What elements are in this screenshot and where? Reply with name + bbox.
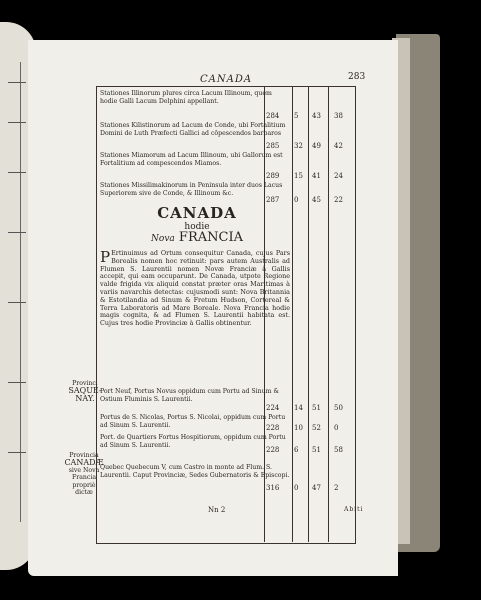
entry-value: 14 bbox=[294, 404, 303, 412]
province-name: CANADÆ bbox=[64, 458, 104, 468]
entry-value: 287 bbox=[266, 196, 280, 204]
page-number: 283 bbox=[348, 72, 366, 82]
heading-italic: Nova bbox=[151, 234, 175, 244]
entry-value: 15 bbox=[294, 172, 303, 180]
facing-page-tick bbox=[8, 172, 26, 173]
entry-text: Stationes Kilistinorum ad Lacum de Conde, ubi Fortalitium Domini de Luth Præfecti Gallici ad cōpescendos barbaros bbox=[100, 122, 286, 137]
section-heading-line3 bbox=[102, 230, 292, 245]
entry-value: 41 bbox=[312, 172, 321, 180]
province-name: SAQUE-NAY. bbox=[68, 386, 102, 403]
entry-text: Quebec Quebecum V, cum Castro in monte ad Flum. S. Laurentii. Caput Provinciæ, Sedes Gubernatoris & Episcopi. bbox=[100, 464, 290, 479]
facing-page-rule bbox=[20, 62, 21, 522]
entry-value: 5 bbox=[294, 112, 299, 120]
book-page bbox=[28, 40, 398, 576]
heading-francia: FRANCIA bbox=[178, 230, 243, 245]
entry-text: Portus de S. Nicolas, Portus S. Nicolai, oppidum cum Portu ad Sinum S. Laurentii. bbox=[100, 414, 286, 429]
entry-value: 10 bbox=[294, 424, 303, 432]
entry-value: 38 bbox=[334, 112, 343, 120]
facing-page-tick bbox=[8, 82, 26, 83]
entry-text: Stationes Miamorum ad Lacum Illinoum, ubi Gallorum est Fortalitium ad compescendos Miamos. bbox=[100, 152, 283, 167]
entry-value: 0 bbox=[334, 424, 339, 432]
entry-value: 316 bbox=[266, 484, 280, 492]
facing-page-tick bbox=[8, 232, 26, 233]
entry-value: 6 bbox=[294, 446, 299, 454]
facing-page-tick bbox=[8, 382, 26, 383]
entry-value: 45 bbox=[312, 196, 321, 204]
entry-value: 42 bbox=[334, 142, 343, 150]
entry-value: 52 bbox=[312, 424, 321, 432]
entry-value: 51 bbox=[312, 446, 321, 454]
entry-value: 285 bbox=[266, 142, 280, 150]
paragraph-text: Ertinuimus ad Ortum consequitur Canada, cujus Pars Borealis nomen hoc retinuit: pars autem Australis ad Flumen S. Laurentii nomen Novæ Franciæ à Gallis accepit, qui eam occuparunt. De Canada, utpote Regione valde frigida vix aliquid constat præter oras Maritimas à variis navarchis detectas: cujusmodi sunt: Nova Britannia & Estotilandia ad Sinum & Fretum Hudson, Cortereal & Terra Laboratoris ad Mare Boreale. Nova Francia hodie magis cognita, & ad Flumen S. Laurentii habitata est. Cujus tres hodie Provinciæ à Gallis obtinentur. bbox=[100, 249, 290, 328]
entry-text: Stationes Missilimakinorum in Peninsula inter duos Lacus Superiorem sive de Conde, & Illinoum &c. bbox=[100, 182, 283, 197]
entry-value: 228 bbox=[266, 424, 280, 432]
entry-text: Stationes Illinorum plures circa Lacum Illinoum, quem hodie Galli Lacum Delphini appellant. bbox=[100, 90, 272, 105]
entry-value: 0 bbox=[294, 484, 299, 492]
entry-text: Port. de Quartiers Fortus Hospitiorum, oppidum cum Portu ad Sinum S. Laurentii. bbox=[100, 434, 286, 449]
province-label bbox=[68, 380, 102, 402]
entry-value: 47 bbox=[312, 484, 321, 492]
entry-value: 49 bbox=[312, 142, 321, 150]
section-subheading: hodie bbox=[184, 222, 210, 232]
province-prefix: Provinc. bbox=[72, 380, 98, 387]
entry-value: 58 bbox=[334, 446, 343, 454]
column-rule bbox=[328, 86, 329, 542]
running-head: CANADA bbox=[200, 74, 253, 85]
province-prefix: Provincia bbox=[69, 452, 99, 459]
drop-cap: P bbox=[100, 248, 111, 266]
entry-value: 22 bbox=[334, 196, 343, 204]
facing-page-tick bbox=[8, 302, 26, 303]
province-label bbox=[64, 452, 104, 496]
catchword: Abiti bbox=[344, 506, 364, 513]
entry-value: 32 bbox=[294, 142, 303, 150]
column-rule bbox=[292, 86, 293, 542]
facing-page-tick bbox=[8, 452, 26, 453]
entry-value: 224 bbox=[266, 404, 280, 412]
entry-value: 289 bbox=[266, 172, 280, 180]
entry-value: 51 bbox=[312, 404, 321, 412]
facing-page-tick bbox=[8, 122, 26, 123]
entry-value: 50 bbox=[334, 404, 343, 412]
section-heading: CANADA bbox=[157, 204, 237, 222]
body-paragraph bbox=[100, 250, 290, 328]
signature-mark: Nn 2 bbox=[208, 506, 226, 514]
entry-value: 43 bbox=[312, 112, 321, 120]
column-rule bbox=[308, 86, 309, 542]
entry-value: 24 bbox=[334, 172, 343, 180]
province-subtitle: sive Nova Francia propriè dictæ bbox=[68, 466, 100, 497]
entry-text: Port Neuf, Portus Novus oppidum cum Portu ad Sinum & Ostium Fluminis S. Laurentii. bbox=[100, 388, 279, 403]
entry-value: 0 bbox=[294, 196, 299, 204]
entry-value: 228 bbox=[266, 446, 280, 454]
entry-value: 2 bbox=[334, 484, 339, 492]
entry-value: 284 bbox=[266, 112, 280, 120]
